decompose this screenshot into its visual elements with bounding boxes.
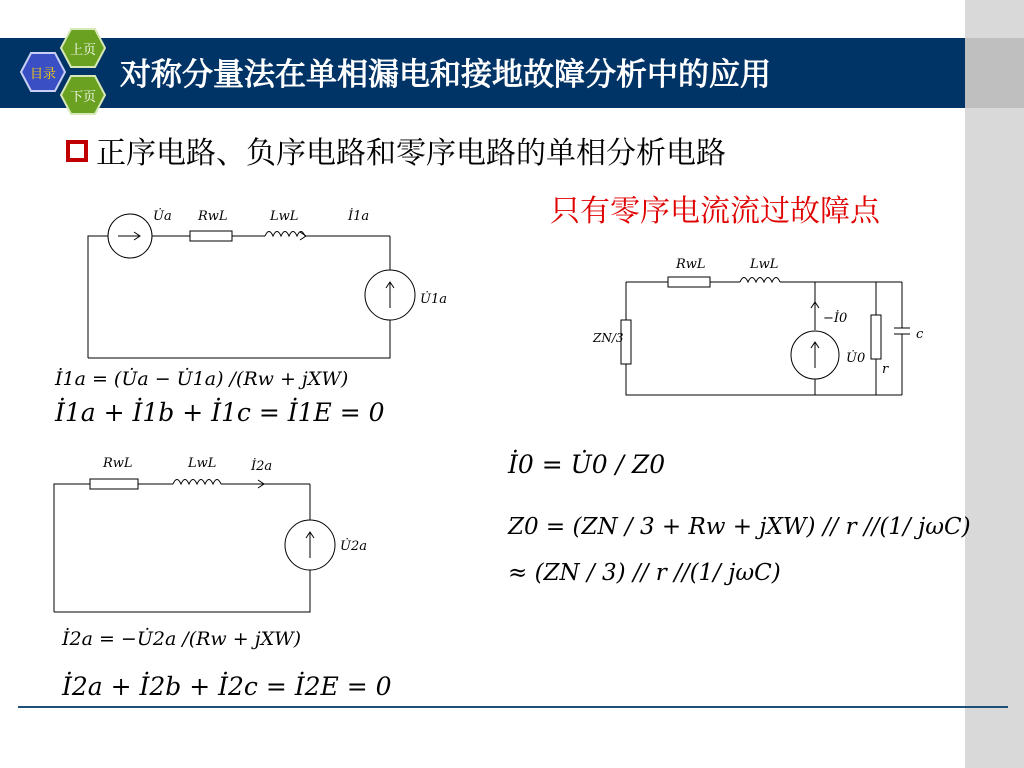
bullet-square-icon: [66, 140, 88, 162]
side-strip: [965, 0, 1024, 768]
fault-source-label: U̇2a: [340, 539, 367, 554]
equation-positive-current: İ1a = (U̇a − U̇1a) /(Rw + jXW): [55, 368, 349, 390]
source-label: U̇0: [846, 351, 866, 366]
negative-sequence-circuit: [48, 450, 378, 620]
equation-zero-current: İ0 = U̇0 / Z0: [508, 450, 666, 479]
capacitor-label: c: [916, 327, 924, 342]
equation-positive-sum: İ1a + İ1b + İ1c = İ1E = 0: [55, 398, 385, 427]
next-page-button[interactable]: [60, 75, 106, 115]
inductor-label: LwL: [270, 209, 299, 224]
toc-label: 目录: [29, 67, 56, 82]
equation-zero-approx: ≈ (ZN / 3) // r //(1/ jωC): [508, 560, 781, 586]
prev-page-button[interactable]: [60, 28, 106, 68]
slide-title: 对称分量法在单相漏电和接地故障分析中的应用: [120, 57, 771, 93]
zero-sequence-circuit: [590, 250, 930, 405]
positive-sequence-circuit: [80, 198, 460, 363]
side-strip-accent: [965, 38, 1024, 108]
footer-divider: [18, 706, 1008, 708]
resistor-label: RwL: [198, 209, 228, 224]
current-label: −İ0: [823, 311, 848, 326]
equation-negative-sum: İ2a + İ2b + İ2c = İ2E = 0: [62, 672, 392, 701]
current-label: İ2a: [251, 459, 273, 474]
next-page-label: 下页: [69, 90, 96, 105]
prev-page-label: 上页: [69, 43, 96, 58]
inductor-label: LwL: [750, 257, 779, 272]
equation-zero-impedance: Z0 = (ZN / 3 + Rw + jXW) // r //(1/ jωC): [508, 514, 971, 540]
resistor-label: RwL: [103, 456, 133, 471]
equation-negative-current: İ2a = −U̇2a /(Rw + jXW): [62, 628, 302, 650]
impedance-label: ZN/3: [593, 331, 624, 345]
highlight-note: 只有零序电流流过故障点: [550, 194, 880, 229]
resistor-label: RwL: [676, 257, 706, 272]
current-label: İ1a: [348, 209, 370, 224]
inductor-label: LwL: [188, 456, 217, 471]
section-heading: 正序电路、负序电路和零序电路的单相分析电路: [96, 136, 726, 171]
source-label: U̇a: [153, 209, 172, 224]
leak-resistor-label: r: [882, 362, 889, 377]
fault-source-label: U̇1a: [420, 292, 447, 307]
